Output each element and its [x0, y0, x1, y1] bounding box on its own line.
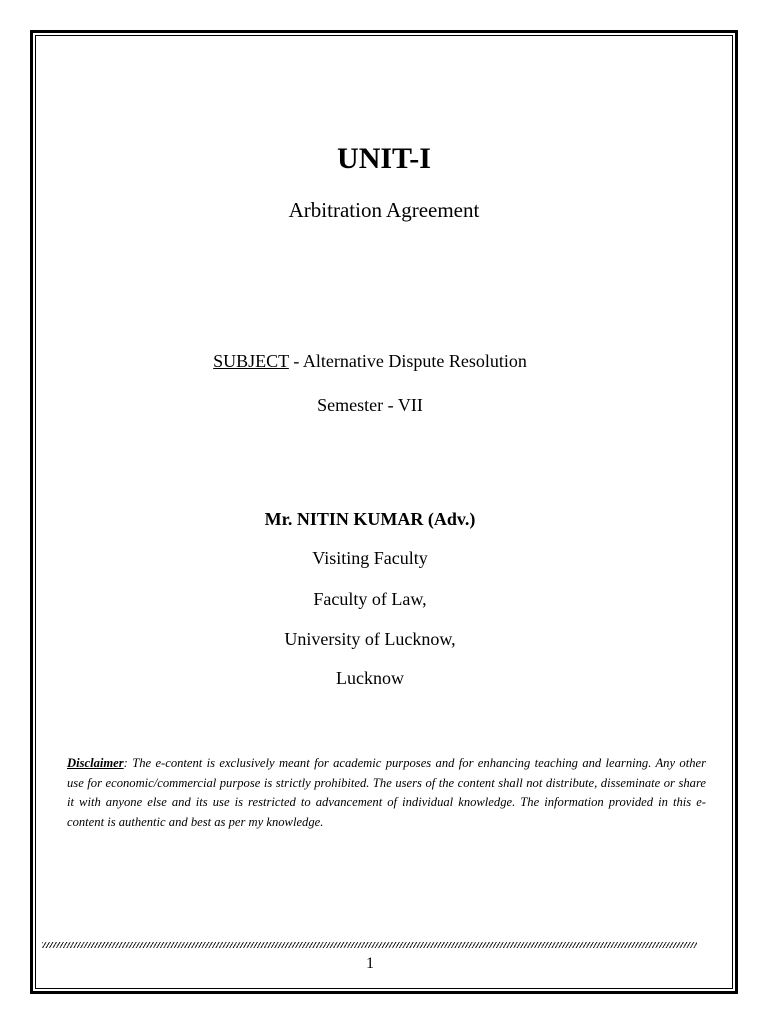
semester: Semester - VII [317, 395, 423, 415]
author-designation: Visiting Faculty [312, 548, 428, 568]
footer-decorative-rule [42, 942, 697, 948]
author-faculty: Faculty of Law, [313, 589, 427, 609]
topic-title: Arbitration Agreement [288, 198, 480, 222]
author-university: University of Lucknow, [284, 629, 456, 649]
disclaimer [67, 754, 706, 832]
author-city: Lucknow [336, 668, 404, 688]
author-name: Mr. NITIN KUMAR (Adv.) [264, 509, 476, 529]
page-number: 1 [366, 955, 374, 972]
subject-label: SUBJECT [213, 351, 289, 371]
unit-title: UNIT-I [337, 142, 431, 175]
subject-line [0, 351, 740, 372]
disclaimer-label: Disclaimer [67, 756, 124, 770]
subject-value: - Alternative Dispute Resolution [288, 351, 527, 371]
disclaimer-text: : The e-content is exclusively meant for academic purposes and for enhancing teaching and learning. Any other use for economic/commercial purpose is strictly prohibited. The users of the content shall not distribute, disseminate or share it with anyone else and its use is restricted to advancement of individual knowledge. The information provided in this e-content is authentic and best as per my knowledge. [67, 756, 706, 829]
